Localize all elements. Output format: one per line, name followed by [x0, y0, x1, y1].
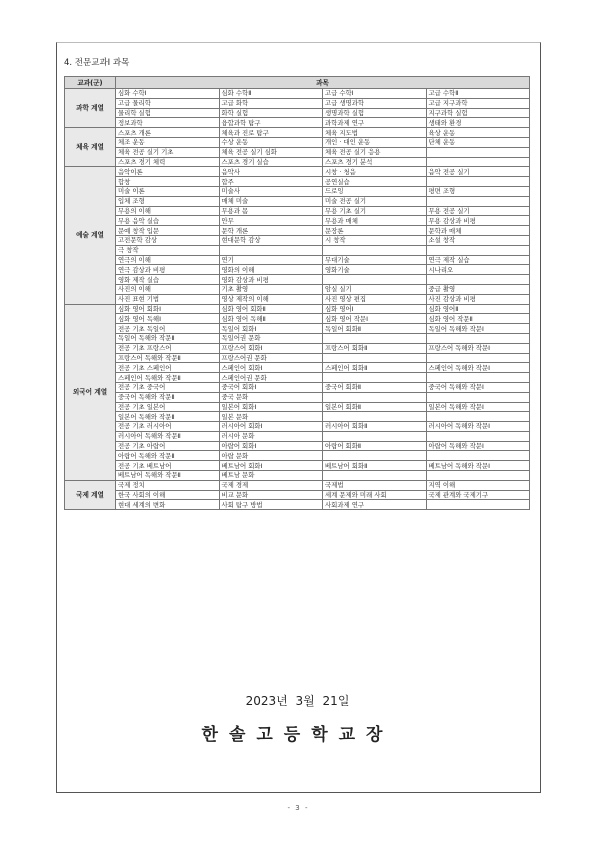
- table-row: [65, 147, 530, 157]
- table-row: [65, 294, 530, 304]
- subject-cell: 심화 수학Ⅰ: [116, 89, 220, 99]
- subject-cell: 사진 감상과 비평: [426, 294, 530, 304]
- subject-cell: 공연실습: [323, 177, 427, 187]
- subject-cell: 중국어 회화Ⅱ: [323, 382, 427, 392]
- subject-cell: 전공 기초 프랑스어: [116, 343, 220, 353]
- subject-cell: 고전문학 감상: [116, 235, 220, 245]
- subject-cell: 미술 이론: [116, 186, 220, 196]
- subject-cell: [426, 147, 530, 157]
- subject-cell: [323, 412, 427, 422]
- subject-cell: 일본어 회화Ⅱ: [323, 402, 427, 412]
- subject-cell: 문장론: [323, 226, 427, 236]
- subject-cell: 영화 감상과 비평: [219, 275, 323, 285]
- subject-cell: 프랑스어 독해와 작문Ⅰ: [426, 343, 530, 353]
- subject-cell: 일본어 독해와 작문Ⅰ: [426, 402, 530, 412]
- subject-cell: [323, 353, 427, 363]
- table-row: [65, 480, 530, 490]
- subject-cell: 연극의 이해: [116, 255, 220, 265]
- subject-cell: 일본어 독해와 작문Ⅱ: [116, 412, 220, 422]
- table-row: [65, 108, 530, 118]
- subject-cell: [426, 275, 530, 285]
- section-title: 4. 전문교과Ⅰ 과목: [64, 58, 130, 68]
- table-row: [65, 89, 530, 99]
- subject-cell: 화학 실험: [219, 108, 323, 118]
- subject-cell: 사회 탐구 방법: [219, 500, 323, 510]
- subject-cell: 극 창작: [116, 245, 220, 255]
- subject-cell: 중급 촬영: [426, 284, 530, 294]
- subject-cell: 중국어 독해와 작문Ⅱ: [116, 392, 220, 402]
- subject-cell: [323, 451, 427, 461]
- subject-cell: 전공 기초 스페인어: [116, 363, 220, 373]
- table-row: [65, 128, 530, 138]
- page-number: - 3 -: [287, 804, 308, 812]
- subject-cell: 체육 전공 실기 심화: [219, 147, 323, 157]
- table-row: [65, 255, 530, 265]
- subject-cell: 중국어 회화Ⅰ: [219, 382, 323, 392]
- subject-cell: 무용 전공 실기: [426, 206, 530, 216]
- subject-cell: 전공 기초 일본어: [116, 402, 220, 412]
- subject-cell: 베트남 문화: [219, 471, 323, 481]
- table-row: [65, 186, 530, 196]
- subject-cell: 프랑스어권 문화: [219, 353, 323, 363]
- subject-cell: 세계 문제와 미래 사회: [323, 490, 427, 500]
- group-label: 체육 계열: [65, 128, 116, 167]
- subject-cell: 독일어 회화Ⅰ: [219, 324, 323, 334]
- subject-cell: 무용 감상과 비평: [426, 216, 530, 226]
- subject-cell: 무용의 이해: [116, 206, 220, 216]
- subject-cell: 드로잉: [323, 186, 427, 196]
- subject-cell: 입체 조형: [116, 196, 220, 206]
- subject-cell: 심화 영어 독해Ⅰ: [116, 314, 220, 324]
- subject-cell: [323, 275, 427, 285]
- table-row: [65, 177, 530, 187]
- subject-cell: 음악사: [219, 167, 323, 177]
- subject-cell: 기초 촬영: [219, 284, 323, 294]
- subject-cell: 스페인어 독해와 작문Ⅰ: [426, 363, 530, 373]
- subject-cell: 지구과학 실험: [426, 108, 530, 118]
- subject-cell: 연극 감상과 비평: [116, 265, 220, 275]
- table-row: [65, 412, 530, 422]
- subject-cell: 전공 기초 러시아어: [116, 422, 220, 432]
- subject-cell: 합주: [219, 177, 323, 187]
- subject-cell: 안무: [219, 216, 323, 226]
- subject-cell: 베트남어 회화Ⅰ: [219, 461, 323, 471]
- table-row: [65, 157, 530, 167]
- subject-cell: [323, 392, 427, 402]
- subject-cell: 심화 영어 회화Ⅰ: [116, 304, 220, 314]
- table-row: [65, 137, 530, 147]
- document-date: 2023년 3월 21일: [245, 694, 350, 708]
- subject-cell: [426, 451, 530, 461]
- subject-cell: [323, 333, 427, 343]
- subject-cell: 미술사: [219, 186, 323, 196]
- subject-cell: 육상 운동: [426, 128, 530, 138]
- subject-cell: 스포츠 개론: [116, 128, 220, 138]
- table-row: [65, 382, 530, 392]
- subject-cell: 영상 제작의 이해: [219, 294, 323, 304]
- subject-cell: 체육 전공 실기 응용: [323, 147, 427, 157]
- table-row: [65, 431, 530, 441]
- school-name: 한솔고등학교장: [201, 725, 394, 745]
- subject-cell: 프랑스어 독해와 작문Ⅱ: [116, 353, 220, 363]
- group-label: 외국어 계열: [65, 304, 116, 480]
- subject-cell: 스포츠 경기 체력: [116, 157, 220, 167]
- subject-cell: [426, 157, 530, 167]
- subject-cell: 국제법: [323, 480, 427, 490]
- subject-cell: 문학과 매체: [426, 226, 530, 236]
- subject-cell: 베트남어 독해와 작문Ⅰ: [426, 461, 530, 471]
- subject-cell: 러시아어 독해와 작문Ⅰ: [426, 422, 530, 432]
- table-row: [65, 373, 530, 383]
- subject-cell: 무용과 몸: [219, 206, 323, 216]
- subject-cell: 러시아 문화: [219, 431, 323, 441]
- subject-cell: 사회과제 연구: [323, 500, 427, 510]
- table-row: [65, 196, 530, 206]
- subject-cell: [426, 196, 530, 206]
- table-row: [65, 245, 530, 255]
- subject-cell: 과학과제 연구: [323, 118, 427, 128]
- subject-cell: 융합과학 탐구: [219, 118, 323, 128]
- subject-cell: 생명과학 실험: [323, 108, 427, 118]
- table-row: [65, 167, 530, 177]
- subject-cell: 연기: [219, 255, 323, 265]
- subject-cell: 시창 · 청음: [323, 167, 427, 177]
- subject-cell: 고급 화학: [219, 98, 323, 108]
- subject-cell: 베트남어 회화Ⅱ: [323, 461, 427, 471]
- subject-cell: 체조 운동: [116, 137, 220, 147]
- subject-cell: 문학 개론: [219, 226, 323, 236]
- subject-cell: 독일어 독해와 작문Ⅰ: [426, 324, 530, 334]
- subject-cell: [426, 333, 530, 343]
- subject-cell: 전공 기초 아랍어: [116, 441, 220, 451]
- subject-cell: 스포츠 경기 실습: [219, 157, 323, 167]
- table-row: [65, 206, 530, 216]
- subject-cell: 국제 경제: [219, 480, 323, 490]
- subject-cell: 일본어 회화Ⅰ: [219, 402, 323, 412]
- subject-cell: 사진의 이해: [116, 284, 220, 294]
- subject-cell: [426, 500, 530, 510]
- table-row: [65, 451, 530, 461]
- table-row: [65, 265, 530, 275]
- subject-cell: 사진 영상 편집: [323, 294, 427, 304]
- subject-cell: 국제 관계와 국제기구: [426, 490, 530, 500]
- subject-cell: 심화 영어Ⅰ: [323, 304, 427, 314]
- table-header-row: [65, 77, 530, 89]
- table-row: [65, 353, 530, 363]
- subject-cell: 스포츠 경기 분석: [323, 157, 427, 167]
- subject-cell: 독일어 독해와 작문Ⅱ: [116, 333, 220, 343]
- subject-cell: 고급 물리학: [116, 98, 220, 108]
- subject-cell: 심화 영어 작문Ⅱ: [426, 314, 530, 324]
- subject-cell: 러시아어 회화Ⅱ: [323, 422, 427, 432]
- subject-cell: 물리학 실험: [116, 108, 220, 118]
- subject-cell: 영화기술: [323, 265, 427, 275]
- subject-cell: 현대문학 감상: [219, 235, 323, 245]
- subject-cell: 아랍어 독해와 작문Ⅱ: [116, 451, 220, 461]
- subject-cell: [426, 373, 530, 383]
- subject-cell: 프랑스어 회화Ⅱ: [323, 343, 427, 353]
- subject-cell: [323, 245, 427, 255]
- subject-cell: 전공 기초 독일어: [116, 324, 220, 334]
- table-row: [65, 500, 530, 510]
- subject-cell: 무용과 매체: [323, 216, 427, 226]
- subject-cell: 비교 문화: [219, 490, 323, 500]
- subject-cell: [323, 471, 427, 481]
- subject-cell: 단체 운동: [426, 137, 530, 147]
- subject-cell: 프랑스어 회화Ⅰ: [219, 343, 323, 353]
- subject-cell: 스페인어 회화Ⅱ: [323, 363, 427, 373]
- subject-cell: 평면 조형: [426, 186, 530, 196]
- subject-cell: [426, 245, 530, 255]
- table-row: [65, 441, 530, 451]
- subject-cell: 시나리오: [426, 265, 530, 275]
- group-label: 과학 계열: [65, 89, 116, 128]
- subject-cell: 고급 지구과학: [426, 98, 530, 108]
- subject-cell: 중국 문화: [219, 392, 323, 402]
- group-label: 국제 계열: [65, 480, 116, 509]
- subject-cell: 영화의 이해: [219, 265, 323, 275]
- subject-cell: [426, 412, 530, 422]
- table-row: [65, 118, 530, 128]
- subject-cell: [426, 471, 530, 481]
- subject-cell: 국제 정치: [116, 480, 220, 490]
- subject-cell: 아랍어 회화Ⅰ: [219, 441, 323, 451]
- subject-cell: 스페인어 독해와 작문Ⅱ: [116, 373, 220, 383]
- subject-cell: 무대기술: [323, 255, 427, 265]
- header-group: 교과(군): [65, 77, 116, 89]
- table-row: [65, 392, 530, 402]
- table-row: [65, 98, 530, 108]
- subject-cell: 전공 기초 베트남어: [116, 461, 220, 471]
- table-row: [65, 284, 530, 294]
- subject-cell: 정보과학: [116, 118, 220, 128]
- table-row: [65, 471, 530, 481]
- subject-cell: 음악 전공 실기: [426, 167, 530, 177]
- subject-cell: 스페인어 회화Ⅰ: [219, 363, 323, 373]
- subject-cell: 암실 실기: [323, 284, 427, 294]
- subject-cell: 중국어 독해와 작문Ⅰ: [426, 382, 530, 392]
- subject-cell: 고급 수학Ⅱ: [426, 89, 530, 99]
- subject-cell: 체육과 진로 탐구: [219, 128, 323, 138]
- subject-cell: 베트남어 독해와 작문Ⅱ: [116, 471, 220, 481]
- table-row: [65, 343, 530, 353]
- subject-cell: 소설 창작: [426, 235, 530, 245]
- subject-cell: 생태와 환경: [426, 118, 530, 128]
- subject-cell: 아랍 문화: [219, 451, 323, 461]
- subject-cell: 아랍어 독해와 작문Ⅰ: [426, 441, 530, 451]
- subject-cell: [323, 373, 427, 383]
- subject-cell: 고급 생명과학: [323, 98, 427, 108]
- subject-cell: 스페인어권 문화: [219, 373, 323, 383]
- curriculum-table: [64, 76, 530, 510]
- subject-cell: 체육 지도법: [323, 128, 427, 138]
- subject-cell: 러시아어 회화Ⅰ: [219, 422, 323, 432]
- subject-cell: [426, 431, 530, 441]
- subject-cell: 현대 세계의 변화: [116, 500, 220, 510]
- table-row: [65, 363, 530, 373]
- subject-cell: [426, 353, 530, 363]
- subject-cell: 독일어권 문화: [219, 333, 323, 343]
- table-row: [65, 402, 530, 412]
- subject-cell: 지역 이해: [426, 480, 530, 490]
- subject-cell: 수상 운동: [219, 137, 323, 147]
- subject-cell: [426, 177, 530, 187]
- subject-cell: 개인 · 대인 운동: [323, 137, 427, 147]
- table-row: [65, 226, 530, 236]
- subject-cell: 심화 영어 회화Ⅱ: [219, 304, 323, 314]
- subject-cell: 러시아어 독해와 작문Ⅱ: [116, 431, 220, 441]
- subject-cell: 영화 제작 실습: [116, 275, 220, 285]
- subject-cell: 문예 창작 입문: [116, 226, 220, 236]
- subject-cell: 합창: [116, 177, 220, 187]
- subject-cell: 독일어 회화Ⅱ: [323, 324, 427, 334]
- subject-cell: 매체 미술: [219, 196, 323, 206]
- subject-cell: [219, 245, 323, 255]
- subject-cell: 사진 표현 기법: [116, 294, 220, 304]
- subject-cell: [426, 392, 530, 402]
- subject-cell: 무용 음악 실습: [116, 216, 220, 226]
- table-row: [65, 422, 530, 432]
- header-subjects: 과목: [116, 77, 530, 89]
- table-row: [65, 461, 530, 471]
- subject-cell: 심화 수학Ⅱ: [219, 89, 323, 99]
- subject-cell: 시 창작: [323, 235, 427, 245]
- subject-cell: 체육 전공 실기 기초: [116, 147, 220, 157]
- subject-cell: 심화 영어Ⅱ: [426, 304, 530, 314]
- subject-cell: 심화 영어 독해Ⅱ: [219, 314, 323, 324]
- subject-cell: 심화 영어 작문Ⅰ: [323, 314, 427, 324]
- subject-cell: 미술 전공 실기: [323, 196, 427, 206]
- table-row: [65, 216, 530, 226]
- group-label: 예술 계열: [65, 167, 116, 304]
- table-row: [65, 314, 530, 324]
- subject-cell: 전공 기초 중국어: [116, 382, 220, 392]
- subject-cell: 아랍어 회화Ⅱ: [323, 441, 427, 451]
- subject-cell: 한국 사회의 이해: [116, 490, 220, 500]
- subject-cell: 음악이론: [116, 167, 220, 177]
- table-row: [65, 235, 530, 245]
- subject-cell: 무용 기초 실기: [323, 206, 427, 216]
- subject-cell: 고급 수학Ⅰ: [323, 89, 427, 99]
- table-row: [65, 324, 530, 334]
- table-row: [65, 333, 530, 343]
- subject-cell: 연극 제작 실습: [426, 255, 530, 265]
- table-row: [65, 304, 530, 314]
- table-row: [65, 275, 530, 285]
- subject-cell: [323, 431, 427, 441]
- table-row: [65, 490, 530, 500]
- subject-cell: 일본 문화: [219, 412, 323, 422]
